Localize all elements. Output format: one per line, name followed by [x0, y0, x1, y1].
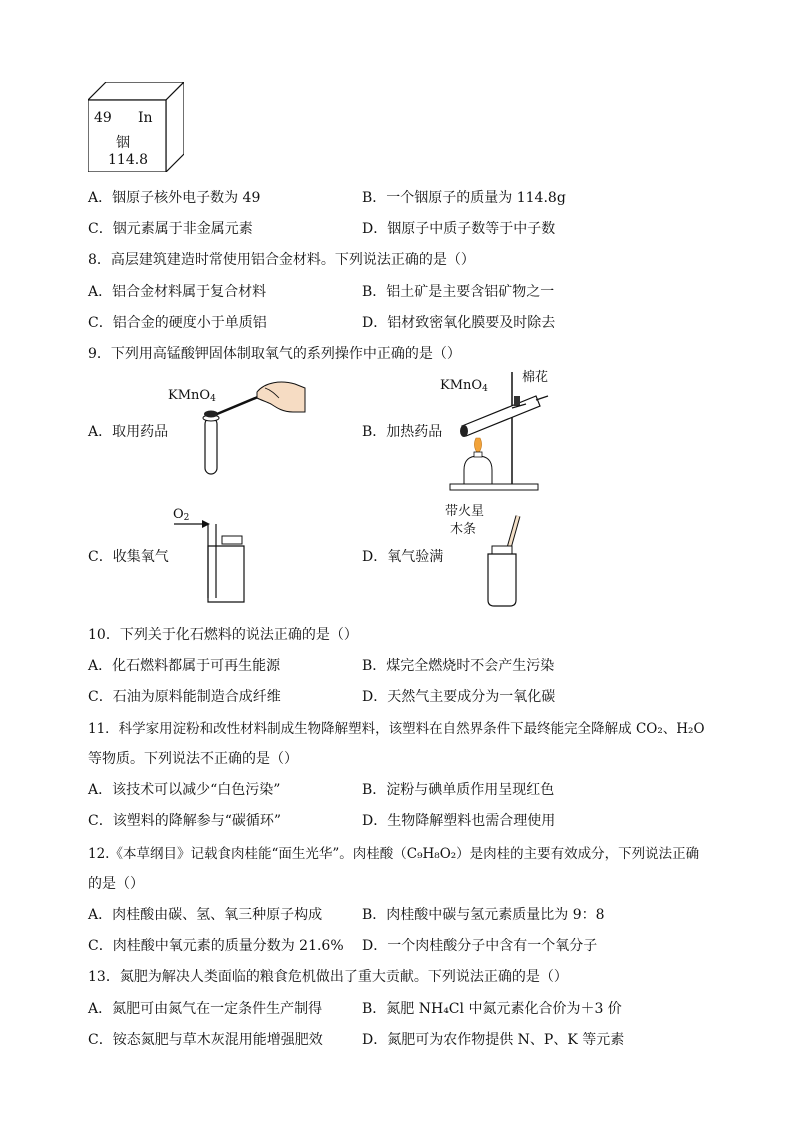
q7-option-b: B．一个铟原子的质量为 114.8g: [362, 190, 566, 206]
label-splint-1: 带火星: [445, 504, 485, 519]
gas-collection-bottle-illustration: [172, 518, 252, 606]
element-card-indium: [88, 82, 184, 172]
atomic-mass: 114.8: [108, 152, 149, 168]
element-name: 铟: [116, 135, 130, 151]
label-o2: $O_2$: [173, 507, 190, 523]
q9-stem: 9．下列用高锰酸钾固体制取氧气的系列操作中正确的是（）: [88, 346, 461, 362]
q12-option-a: A．肉桂酸由碳、氢、氧三种原子构成: [88, 907, 323, 923]
q13-option-d: D．氮肥可为农作物提供 N、P、K 等元素: [362, 1032, 625, 1048]
q12-option-d: D．一个肉桂酸分子中含有一个氧分子: [362, 938, 598, 954]
element-symbol: In: [138, 110, 153, 126]
q11-option-d: D．生物降解塑料也需合理使用: [362, 813, 556, 829]
q8-option-c: C．铝合金的硬度小于单质铝: [88, 315, 267, 331]
q9-option-a: A．取用药品: [88, 424, 169, 440]
q10-option-a: A．化石燃料都属于可再生能源: [88, 658, 281, 674]
q11-stem-line2: 等物质。下列说法不正确的是（）: [88, 751, 298, 767]
q12-option-b: B．肉桂酸中碳与氢元素质量比为 9：8: [362, 907, 605, 923]
q11-option-a: A．该技术可以减少“白色污染”: [88, 782, 281, 798]
q8-option-b: B．铝土矿是主要含铝矿物之一: [362, 284, 555, 300]
q8-stem: 8．高层建筑建造时常使用铝合金材料。下列说法正确的是（）: [88, 252, 475, 268]
q8-option-d: D．铝材致密氧化膜要及时除去: [362, 315, 556, 331]
q13-option-a: A．氮肥可由氮气在一定条件生产制得: [88, 1001, 323, 1017]
q13-option-c: C．铵态氮肥与草木灰混用能增强肥效: [88, 1032, 323, 1048]
atomic-number: 49: [94, 110, 112, 126]
spoon-testtube-illustration: [195, 378, 307, 476]
oxygen-test-illustration: [478, 510, 538, 610]
q13-stem: 13．氮肥为解决人类面临的粮食危机做出了重大贡献。下列说法正确的是（）: [88, 969, 568, 985]
q10-option-d: D．天然气主要成分为一氧化碳: [362, 689, 556, 705]
q12-stem-line1: 12.《本草纲目》记载食肉桂能“面生光华”。肉桂酸（C₉H₈O₂）是肉桂的主要有效成分，下列说法正确: [88, 846, 700, 862]
label-kmno4-b: KMnO$_4$: [440, 378, 488, 394]
q12-option-c: C．肉桂酸中氧元素的质量分数为 21.6%: [88, 938, 344, 954]
q11-option-b: B．淀粉与碘单质作用呈现红色: [362, 782, 555, 798]
label-kmno4-a: KMnO$_4$: [168, 388, 216, 404]
heating-apparatus-illustration: [440, 366, 550, 492]
q11-stem-line1: 11．科学家用淀粉和改性材料制成生物降解塑料，该塑料在自然界条件下最终能完全降解成 CO₂、H₂O: [88, 721, 705, 737]
q7-option-c: C．铟元素属于非金属元素: [88, 221, 253, 237]
q11-option-c: C．该塑料的降解参与“碳循环”: [88, 813, 282, 829]
q9-option-c: C．收集氧气: [88, 549, 169, 565]
q10-stem: 10．下列关于化石燃料的说法正确的是（）: [88, 627, 358, 643]
q13-option-b: B．氮肥 NH₄Cl 中氮元素化合价为＋3 价: [362, 1001, 622, 1017]
q7-option-d: D．铟原子中质子数等于中子数: [362, 221, 556, 237]
q10-option-c: C．石油为原料能制造合成纤维: [88, 689, 281, 705]
q9-option-b: B．加热药品: [362, 424, 443, 440]
q10-option-b: B．煤完全燃烧时不会产生污染: [362, 658, 555, 674]
q7-option-a: A．铟原子核外电子数为 49: [88, 190, 261, 206]
label-splint-2: 木条: [450, 522, 477, 537]
q9-option-d: D．氧气验满: [362, 549, 444, 565]
q8-option-a: A．铝合金材料属于复合材料: [88, 284, 267, 300]
q12-stem-line2: 的是（）: [88, 876, 144, 892]
label-cotton: 棉花: [522, 370, 549, 385]
